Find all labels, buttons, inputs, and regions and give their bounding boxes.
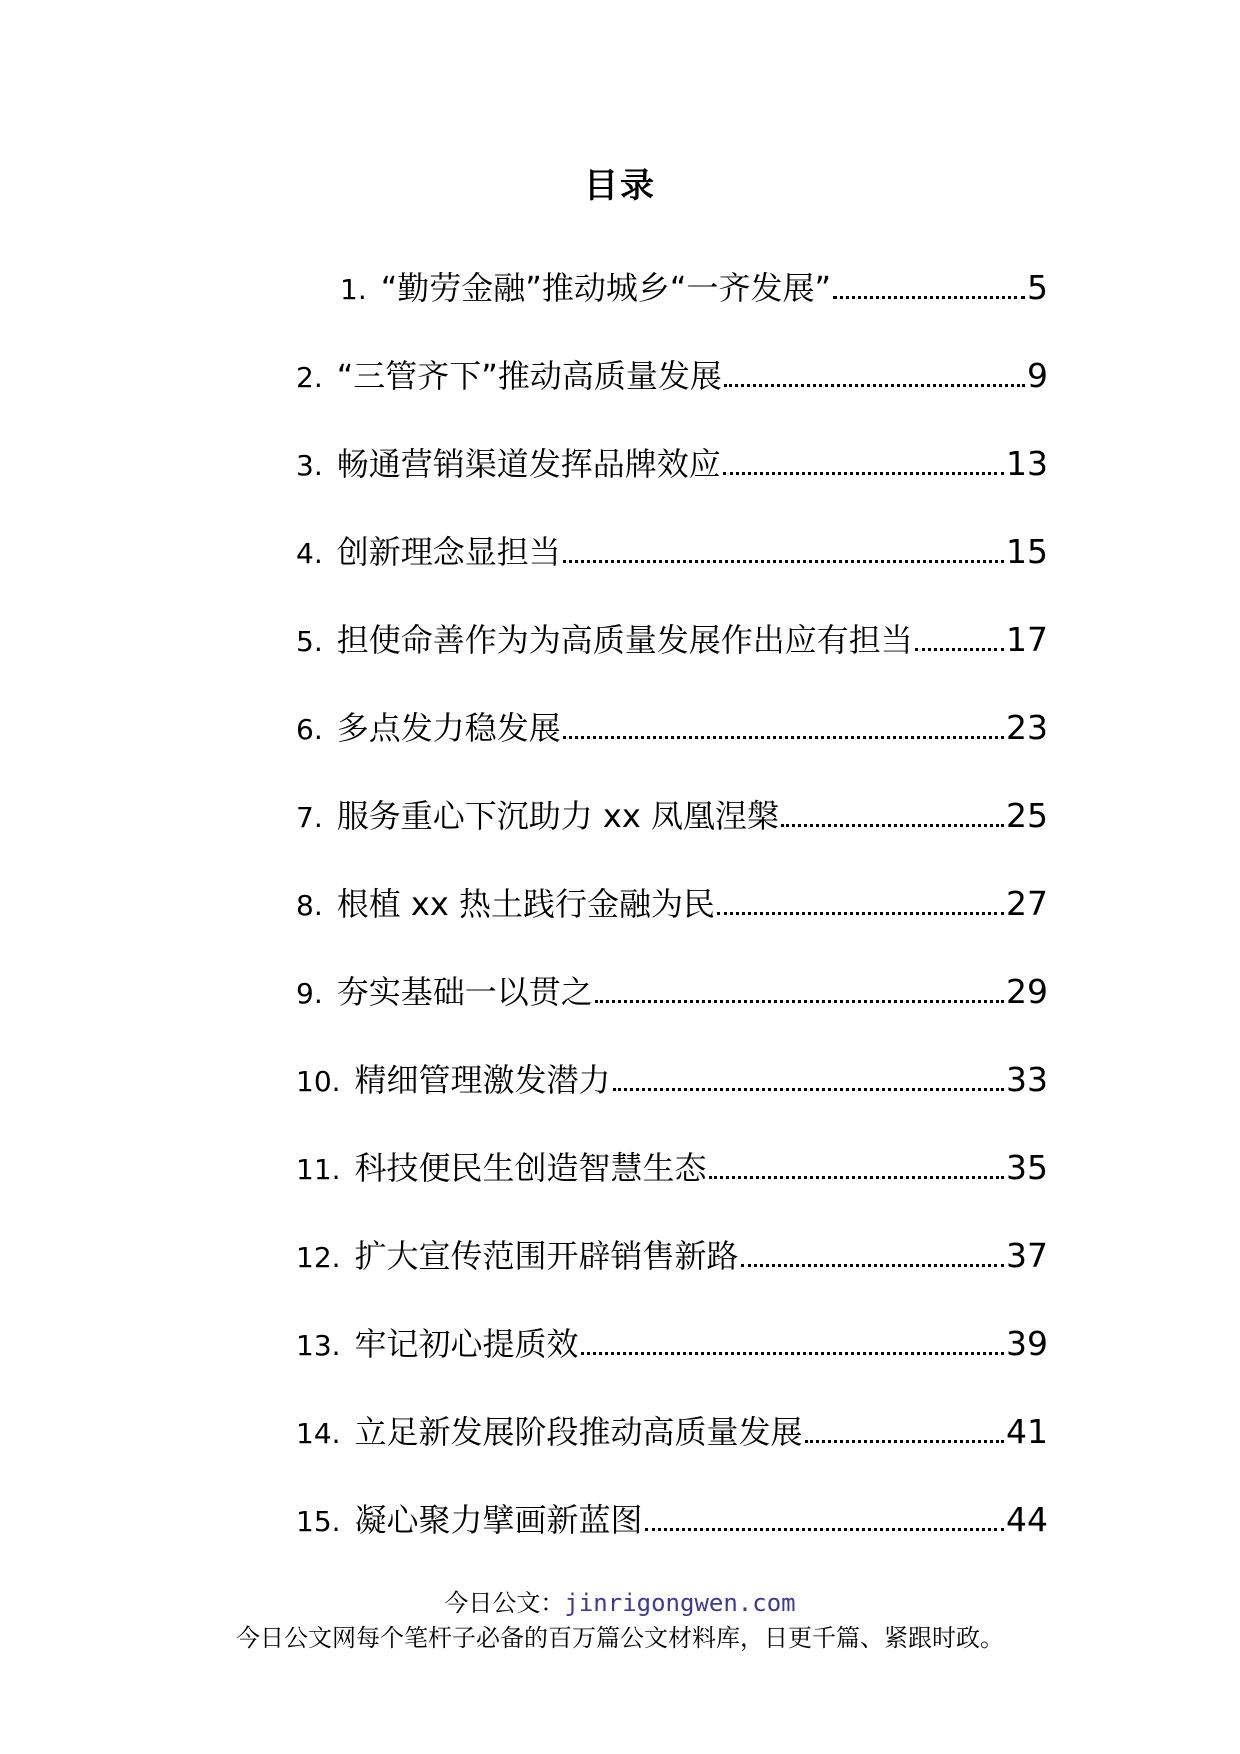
footer-slogan: 今日公文网每个笔杆子必备的百万篇公文材料库，日更千篇、紧跟时政。 [236,1624,1004,1652]
toc-entry-page: 15 [1006,532,1048,571]
toc-entry-number: 6. [296,713,323,746]
toc-entry-number: 12. [296,1241,341,1274]
toc-entry-title: 精细管理激发潜力 [354,1061,611,1099]
toc-entry-number: 14. [296,1417,341,1450]
toc-dot-leader [613,1088,1004,1091]
toc-entry-title: 根植 xx 热土践行金融为民 [336,885,715,923]
toc-entry-title: 扩大宣传范围开辟销售新路 [354,1237,739,1275]
toc-entry-number: 7. [296,801,323,834]
toc-entry-number: 4. [296,537,323,570]
toc-entry-page: 5 [1027,268,1048,307]
toc-dot-leader [581,1352,1004,1355]
toc-dot-leader [595,1000,1004,1003]
toc-entry[interactable] [296,356,1048,444]
toc-entry-title: 凝心聚力擘画新蓝图 [354,1501,643,1539]
toc-entry-title: 夯实基础一以贯之 [336,973,593,1011]
toc-entry-title: 立足新发展阶段推动高质量发展 [354,1413,803,1451]
toc-entry[interactable] [296,1236,1048,1324]
toc-entry[interactable] [296,1412,1048,1500]
toc-entry-page: 35 [1006,1148,1048,1187]
toc-entry-title: 多点发力稳发展 [336,709,561,747]
toc-entry-number: 15. [296,1505,341,1538]
toc-dot-leader [781,824,1004,827]
toc-entry[interactable] [296,444,1048,532]
toc-entry-number: 11. [296,1153,341,1186]
toc-entry-title: 担使命善作为为高质量发展作出应有担当 [336,621,913,659]
footer-site-link[interactable]: jinrigongwen.com [564,1589,796,1617]
toc-entry[interactable] [296,268,1048,356]
toc-entry[interactable] [296,1148,1048,1236]
toc-dot-leader [645,1528,1004,1531]
toc-dot-leader [717,912,1004,915]
toc-entry-number: 2. [296,361,323,394]
toc-dot-leader [915,648,1004,651]
toc-entry-page: 17 [1006,620,1048,659]
toc-dot-leader [563,736,1004,739]
toc-entry-title: 畅通营销渠道发挥品牌效应 [336,445,721,483]
toc-entry-page: 37 [1006,1236,1048,1275]
toc-entry-page: 39 [1006,1324,1048,1363]
toc-entry-number: 10. [296,1065,341,1098]
toc-entry[interactable] [296,532,1048,620]
toc-entry-number: 1. [340,273,367,306]
table-of-contents [296,268,1048,1588]
toc-entry-number: 8. [296,889,323,922]
toc-entry-page: 25 [1006,796,1048,835]
toc-entry-page: 29 [1006,972,1048,1011]
toc-entry-title: “三管齐下”推动高质量发展 [336,357,722,395]
toc-entry-page: 44 [1006,1500,1048,1539]
toc-dot-leader [741,1264,1004,1267]
toc-entry-page: 23 [1006,708,1048,747]
toc-entry[interactable] [296,1060,1048,1148]
toc-entry-page: 9 [1027,356,1048,395]
toc-entry[interactable] [296,884,1048,972]
toc-entry[interactable] [296,1324,1048,1412]
toc-entry-page: 33 [1006,1060,1048,1099]
toc-entry[interactable] [296,708,1048,796]
toc-entry[interactable] [296,620,1048,708]
toc-dot-leader [724,384,1025,387]
toc-entry[interactable] [296,972,1048,1060]
toc-dot-leader [563,560,1004,563]
toc-dot-leader [723,472,1004,475]
toc-entry-page: 27 [1006,884,1048,923]
toc-entry-number: 13. [296,1329,341,1362]
toc-dot-leader [833,296,1025,299]
toc-entry-page: 41 [1006,1412,1048,1451]
toc-entry-title: “勤劳金融”推动城乡“一齐发展” [380,269,832,307]
toc-entry-title: 服务重心下沉助力 xx 凤凰涅槃 [336,797,779,835]
footer-site-line [0,1588,1240,1618]
toc-entry-title: 创新理念显担当 [336,533,561,571]
toc-entry-number: 3. [296,449,323,482]
toc-dot-leader [709,1176,1004,1179]
toc-entry[interactable] [296,1500,1048,1588]
toc-entry-title: 科技便民生创造智慧生态 [354,1149,707,1187]
toc-entry-number: 9. [296,977,323,1010]
page-title: 目录 [584,166,656,206]
toc-entry[interactable] [296,796,1048,884]
toc-entry-title: 牢记初心提质效 [354,1325,579,1363]
footer-site-label: 今日公文： [444,1589,565,1617]
toc-dot-leader [805,1440,1004,1443]
toc-entry-number: 5. [296,625,323,658]
toc-entry-page: 13 [1006,444,1048,483]
